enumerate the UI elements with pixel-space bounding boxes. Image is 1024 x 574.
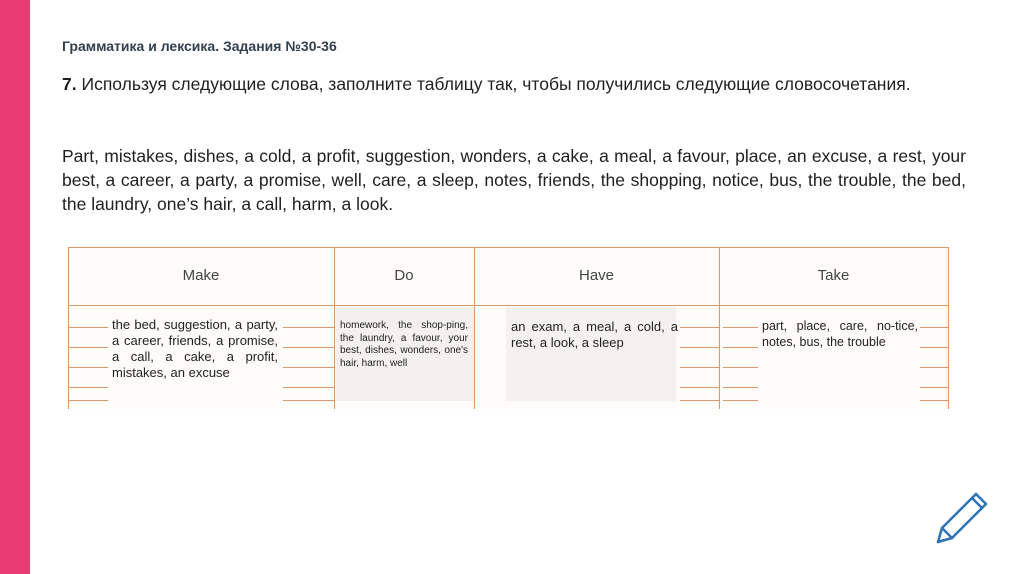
take-line [920,347,948,348]
have-line [680,347,719,348]
take-line [723,387,758,388]
make-line [68,387,108,388]
take-line [723,367,758,368]
take-line [920,400,948,401]
have-line [680,327,719,328]
take-line [920,327,948,328]
make-line [283,387,334,388]
header-make: Make [182,267,220,284]
cell-do: homework, the shop-ping, the laundry, a favour, your best, dishes, wonders, one's hair, harm, well [340,320,468,369]
take-line [723,400,758,401]
take-line [920,387,948,388]
pencil-icon [930,488,990,546]
take-line [723,347,758,348]
cell-make: the bed, suggestion, a party, a career, friends, a promise, a call, a cake, a profit, mistakes, an excuse [112,317,278,380]
make-line [283,347,334,348]
header-do: Do [394,267,414,284]
header-take: Take [817,267,850,284]
make-line [283,327,334,328]
task-text: Используя следующие слова, заполните таблицу так, чтобы получились следующие словосочетания. [81,74,911,94]
have-line [680,367,719,368]
header-have: Have [578,267,615,284]
make-line [68,327,108,328]
slide-header: Грамматика и лексика. Задания №30-36 [62,38,337,54]
make-line [283,367,334,368]
task-instruction [62,72,966,96]
cell-have: an exam, a meal, a cold, a rest, a look, a sleep [511,319,678,350]
make-line [68,367,108,368]
have-line [680,387,719,388]
take-line [920,367,948,368]
word-list: Part, mistakes, dishes, a cold, a profit, suggestion, wonders, a cake, a meal, a favour, place, an excuse, a rest, your best, a career, a party, a promise, well, care, a sleep, notes, friends, the shopping, notice, bus, the trouble, the bed, the laundry, one’s hair, a call, harm, a look. [62,146,966,214]
make-line [68,400,108,401]
task-number: 7. [62,74,77,94]
accent-side-bar [0,0,30,574]
answer-table [68,247,948,409]
make-line [68,347,108,348]
make-line [283,400,334,401]
cell-take: part, place, care, no-tice, notes, bus, the trouble [762,319,918,349]
have-line [680,400,719,401]
take-line [723,327,758,328]
